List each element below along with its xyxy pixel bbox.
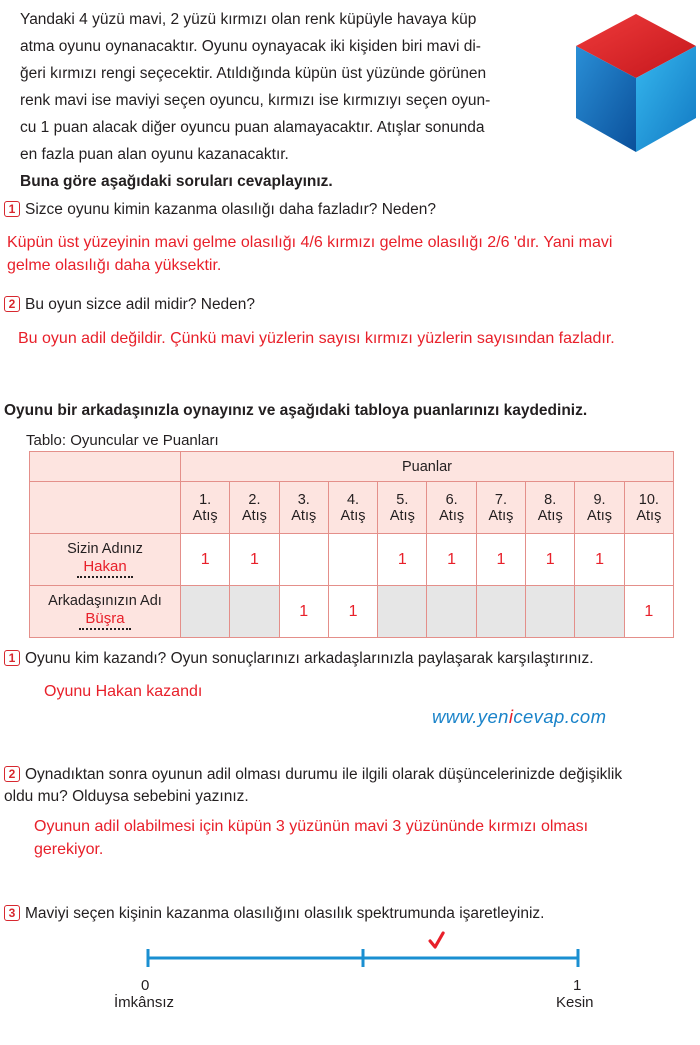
question-number-badge: 2 (4, 296, 20, 312)
score-cell[interactable]: 1 (427, 534, 476, 586)
intro-line: cu 1 puan alacak diğer oyuncu puan alamayacaktır. Atışlar sonunda (20, 119, 485, 136)
answer-line: Küpün üst yüzeyinin mavi gelme olasılığı 4/6 kırmızı gelme olasılığı 2/6 'dır. Yani mavi (7, 234, 613, 251)
watermark-link[interactable]: www.yenicevap.com (432, 706, 607, 727)
score-table (29, 451, 674, 638)
question-3-2 (4, 764, 696, 808)
answer-line: gelme olasılığı daha yüksektir. (7, 257, 222, 274)
question-number-badge: 3 (4, 905, 20, 921)
score-cell[interactable] (575, 586, 624, 638)
table-caption: Tablo: Oyuncular ve Puanları (26, 432, 219, 449)
score-cell[interactable] (230, 586, 279, 638)
throw-header: 10. Atış (624, 482, 673, 534)
instruction-text: Buna göre aşağıdaki soruları cevaplayınız. (20, 173, 333, 190)
player-row-self (30, 534, 674, 586)
question-number-badge: 2 (4, 766, 20, 782)
throw-header: 3. Atış (279, 482, 328, 534)
question-text: Sizce oyunu kimin kazanma olasılığı daha fazladır? Neden? (25, 201, 436, 218)
answer-line: gerekiyor. (34, 841, 104, 858)
question-text: oldu mu? Olduysa sebebini yazınız. (4, 788, 249, 805)
score-cell[interactable] (378, 586, 427, 638)
throw-header: 5. Atış (378, 482, 427, 534)
color-cube-illustration (574, 12, 698, 154)
score-cell[interactable]: 1 (476, 534, 525, 586)
row-label-cell (30, 534, 181, 586)
question-2 (4, 294, 255, 316)
score-cell[interactable] (328, 534, 377, 586)
score-cell[interactable] (526, 586, 575, 638)
throw-header: 1. Atış (181, 482, 230, 534)
intro-line: renk mavi ise maviyi seçen oyuncu, kırmızı ise kırmızıyı seçen oyun- (20, 92, 491, 109)
section-title: Oyunu bir arkadaşınızla oynayınız ve aşağıdaki tabloya puanlarınızı kaydediniz. (4, 402, 588, 419)
question-text: Oyunu kim kazandı? Oyun sonuçlarınızı arkadaşlarınızla paylaşarak karşılaştırınız. (25, 650, 594, 667)
throw-header: 6. Atış (427, 482, 476, 534)
throw-header: 2. Atış (230, 482, 279, 534)
answer-2: Bu oyun adil değildir. Çünkü mavi yüzlerin sayısı kırmızı yüzlerin sayısından fazladır. (18, 330, 615, 347)
player-name-field[interactable]: Hakan (77, 558, 132, 578)
player-row-friend (30, 586, 674, 638)
score-cell[interactable] (427, 586, 476, 638)
score-cell[interactable] (181, 586, 230, 638)
answer-3-2 (34, 815, 588, 861)
score-cell[interactable]: 1 (181, 534, 230, 586)
intro-paragraph (20, 6, 545, 195)
table-corner-cell (30, 452, 181, 482)
row-label-cell (30, 586, 181, 638)
intro-line: atma oyunu oynanacaktır. Oyunu oynayacak iki kişiden biri mavi di- (20, 38, 481, 55)
question-text: Bu oyun sizce adil midir? Neden? (25, 296, 256, 313)
score-cell[interactable] (279, 534, 328, 586)
probability-spectrum (140, 928, 590, 968)
score-cell[interactable]: 1 (378, 534, 427, 586)
score-cell[interactable]: 1 (526, 534, 575, 586)
row-label: Sizin Adınız (67, 541, 143, 557)
player-name-field[interactable]: Büşra (79, 610, 130, 630)
score-cell[interactable]: 1 (624, 586, 673, 638)
question-number-badge: 1 (4, 650, 20, 666)
throw-header: 9. Atış (575, 482, 624, 534)
throw-header: 7. Atış (476, 482, 525, 534)
spectrum-min-label: İmkânsız (114, 994, 175, 1011)
score-cell[interactable]: 1 (575, 534, 624, 586)
score-cell[interactable] (624, 534, 673, 586)
table-corner-cell (30, 482, 181, 534)
intro-line: ğeri kırmızı rengi seçecektir. Atıldığında küpün üst yüzünde görünen (20, 65, 487, 82)
score-cell[interactable]: 1 (230, 534, 279, 586)
throws-row (30, 482, 674, 534)
spectrum-max-value: 1 (573, 977, 582, 994)
throw-header: 8. Atış (526, 482, 575, 534)
question-1 (4, 199, 436, 221)
score-cell[interactable]: 1 (279, 586, 328, 638)
spectrum-min-value: 0 (141, 977, 150, 994)
intro-line: Yandaki 4 yüzü mavi, 2 yüzü kırmızı olan renk küpüyle havaya küp (20, 11, 477, 28)
answer-line: Oyunun adil olabilmesi için küpün 3 yüzünün mavi 3 yüzününde kırmızı olması (34, 818, 589, 835)
intro-line: en fazla puan alan oyunu kazanacaktır. (20, 146, 289, 163)
table-header-row (30, 452, 674, 482)
question-3-3 (4, 903, 544, 925)
throw-header: 4. Atış (328, 482, 377, 534)
question-3-1 (4, 648, 594, 670)
spectrum-max-label: Kesin (556, 994, 594, 1011)
answer-3-1: Oyunu Hakan kazandı (44, 683, 203, 700)
answer-1 (7, 231, 697, 277)
score-cell[interactable]: 1 (328, 586, 377, 638)
checkmark-icon (430, 933, 443, 947)
question-number-badge: 1 (4, 201, 20, 217)
question-text: Oynadıktan sonra oyunun adil olması durumu ile ilgili olarak düşüncelerinizde değişiklik (25, 766, 623, 783)
table-header-puanlar: Puanlar (181, 452, 674, 482)
row-label: Arkadaşınızın Adı (48, 593, 162, 609)
question-text: Maviyi seçen kişinin kazanma olasılığını olasılık spektrumunda işaretleyiniz. (25, 905, 545, 922)
score-cell[interactable] (476, 586, 525, 638)
